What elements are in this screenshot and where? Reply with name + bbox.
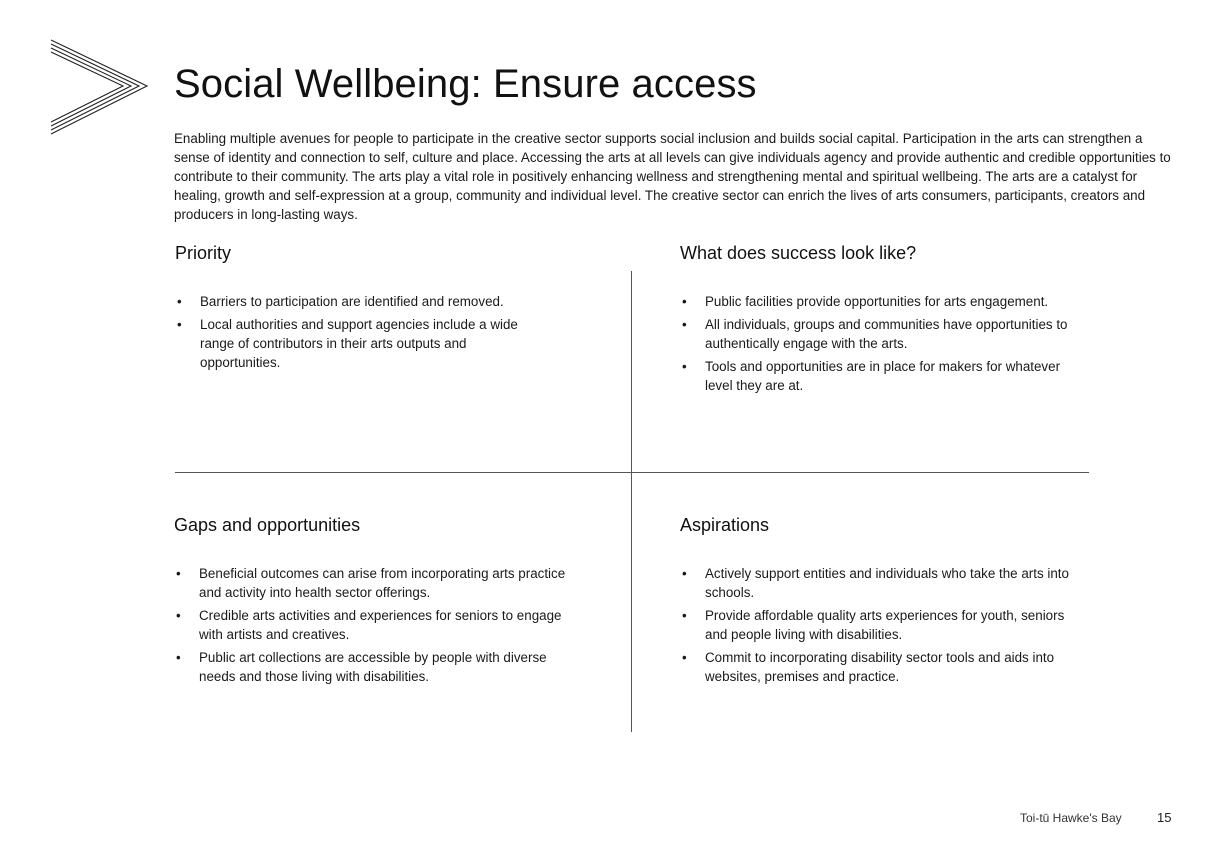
list-item: • Public facilities provide opportunities for arts engagement. [682, 294, 1049, 309]
page-number: 15 [1157, 810, 1172, 825]
success-heading: What does success look like? [680, 243, 917, 263]
success-section [680, 243, 1100, 393]
aspirations-section [680, 515, 1100, 684]
priority-heading: Priority [175, 243, 232, 263]
bullet-icon: • [682, 359, 687, 374]
bullet-icon: • [177, 294, 182, 309]
priority-section [175, 243, 595, 370]
gaps-heading: Gaps and opportunities [174, 515, 361, 535]
list-item: • Commit to incorporating disability sector tools and aids into websites, premises and practice. [682, 650, 1055, 684]
footer-brand: Toi-tū Hawke's Bay [1020, 811, 1122, 825]
list-item: • All individuals, groups and communities have opportunities to authentically engage with the arts. [682, 317, 1068, 351]
bullet-icon: • [682, 294, 687, 309]
chevron-logo-icon [48, 38, 150, 138]
bullet-icon: • [682, 317, 687, 332]
list-item: • Public art collections are accessible by people with diverse needs and those living with disabilities. [176, 650, 547, 684]
bullet-icon: • [176, 566, 181, 581]
bullet-icon: • [176, 650, 181, 665]
list-item: • Credible arts activities and experiences for seniors to engage with artists and creatives. [176, 608, 562, 642]
vertical-divider [631, 271, 632, 732]
gaps-section [174, 515, 594, 684]
aspirations-heading: Aspirations [680, 515, 770, 535]
priority-list [175, 292, 595, 376]
bullet-icon: • [682, 608, 687, 623]
list-item: • Tools and opportunities are in place for makers for whatever level they are at. [682, 359, 1061, 393]
aspirations-list [680, 564, 1100, 690]
list-item: • Provide affordable quality arts experiences for youth, seniors and people living with disabilities. [682, 608, 1065, 642]
success-list [680, 292, 1100, 399]
list-item: • Beneficial outcomes can arise from incorporating arts practice and activity into health sector offerings. [176, 566, 566, 600]
list-item: • Local authorities and support agencies include a wide range of contributors in their arts outputs and opportunities. [177, 317, 518, 370]
page-title: Social Wellbeing: Ensure access [174, 62, 757, 106]
gaps-list [174, 564, 594, 690]
list-item: • Barriers to participation are identified and removed. [177, 294, 504, 309]
horizontal-divider [175, 472, 1089, 473]
bullet-icon: • [682, 650, 687, 665]
bullet-icon: • [682, 566, 687, 581]
bullet-icon: • [176, 608, 181, 623]
list-item: • Actively support entities and individuals who take the arts into schools. [682, 566, 1069, 600]
bullet-icon: • [177, 317, 182, 332]
intro-paragraph: Enabling multiple avenues for people to participate in the creative sector supports social inclusion and builds social capital. Participation in the arts can strengthen a sense of identity and connection to self, culture and place. Accessing the arts at all levels can give individuals agency and provide authentic and credible opportunities to contribute to their community. The arts play a vital role in positively enhancing wellness and strengthening mental and spiritual wellbeing. The arts are a catalyst for healing, growth and self-expression at a group, community and individual level. The creative sector can enrich the lives of arts consumers, participants, creators and producers in long-lasting ways. [174, 131, 1171, 222]
